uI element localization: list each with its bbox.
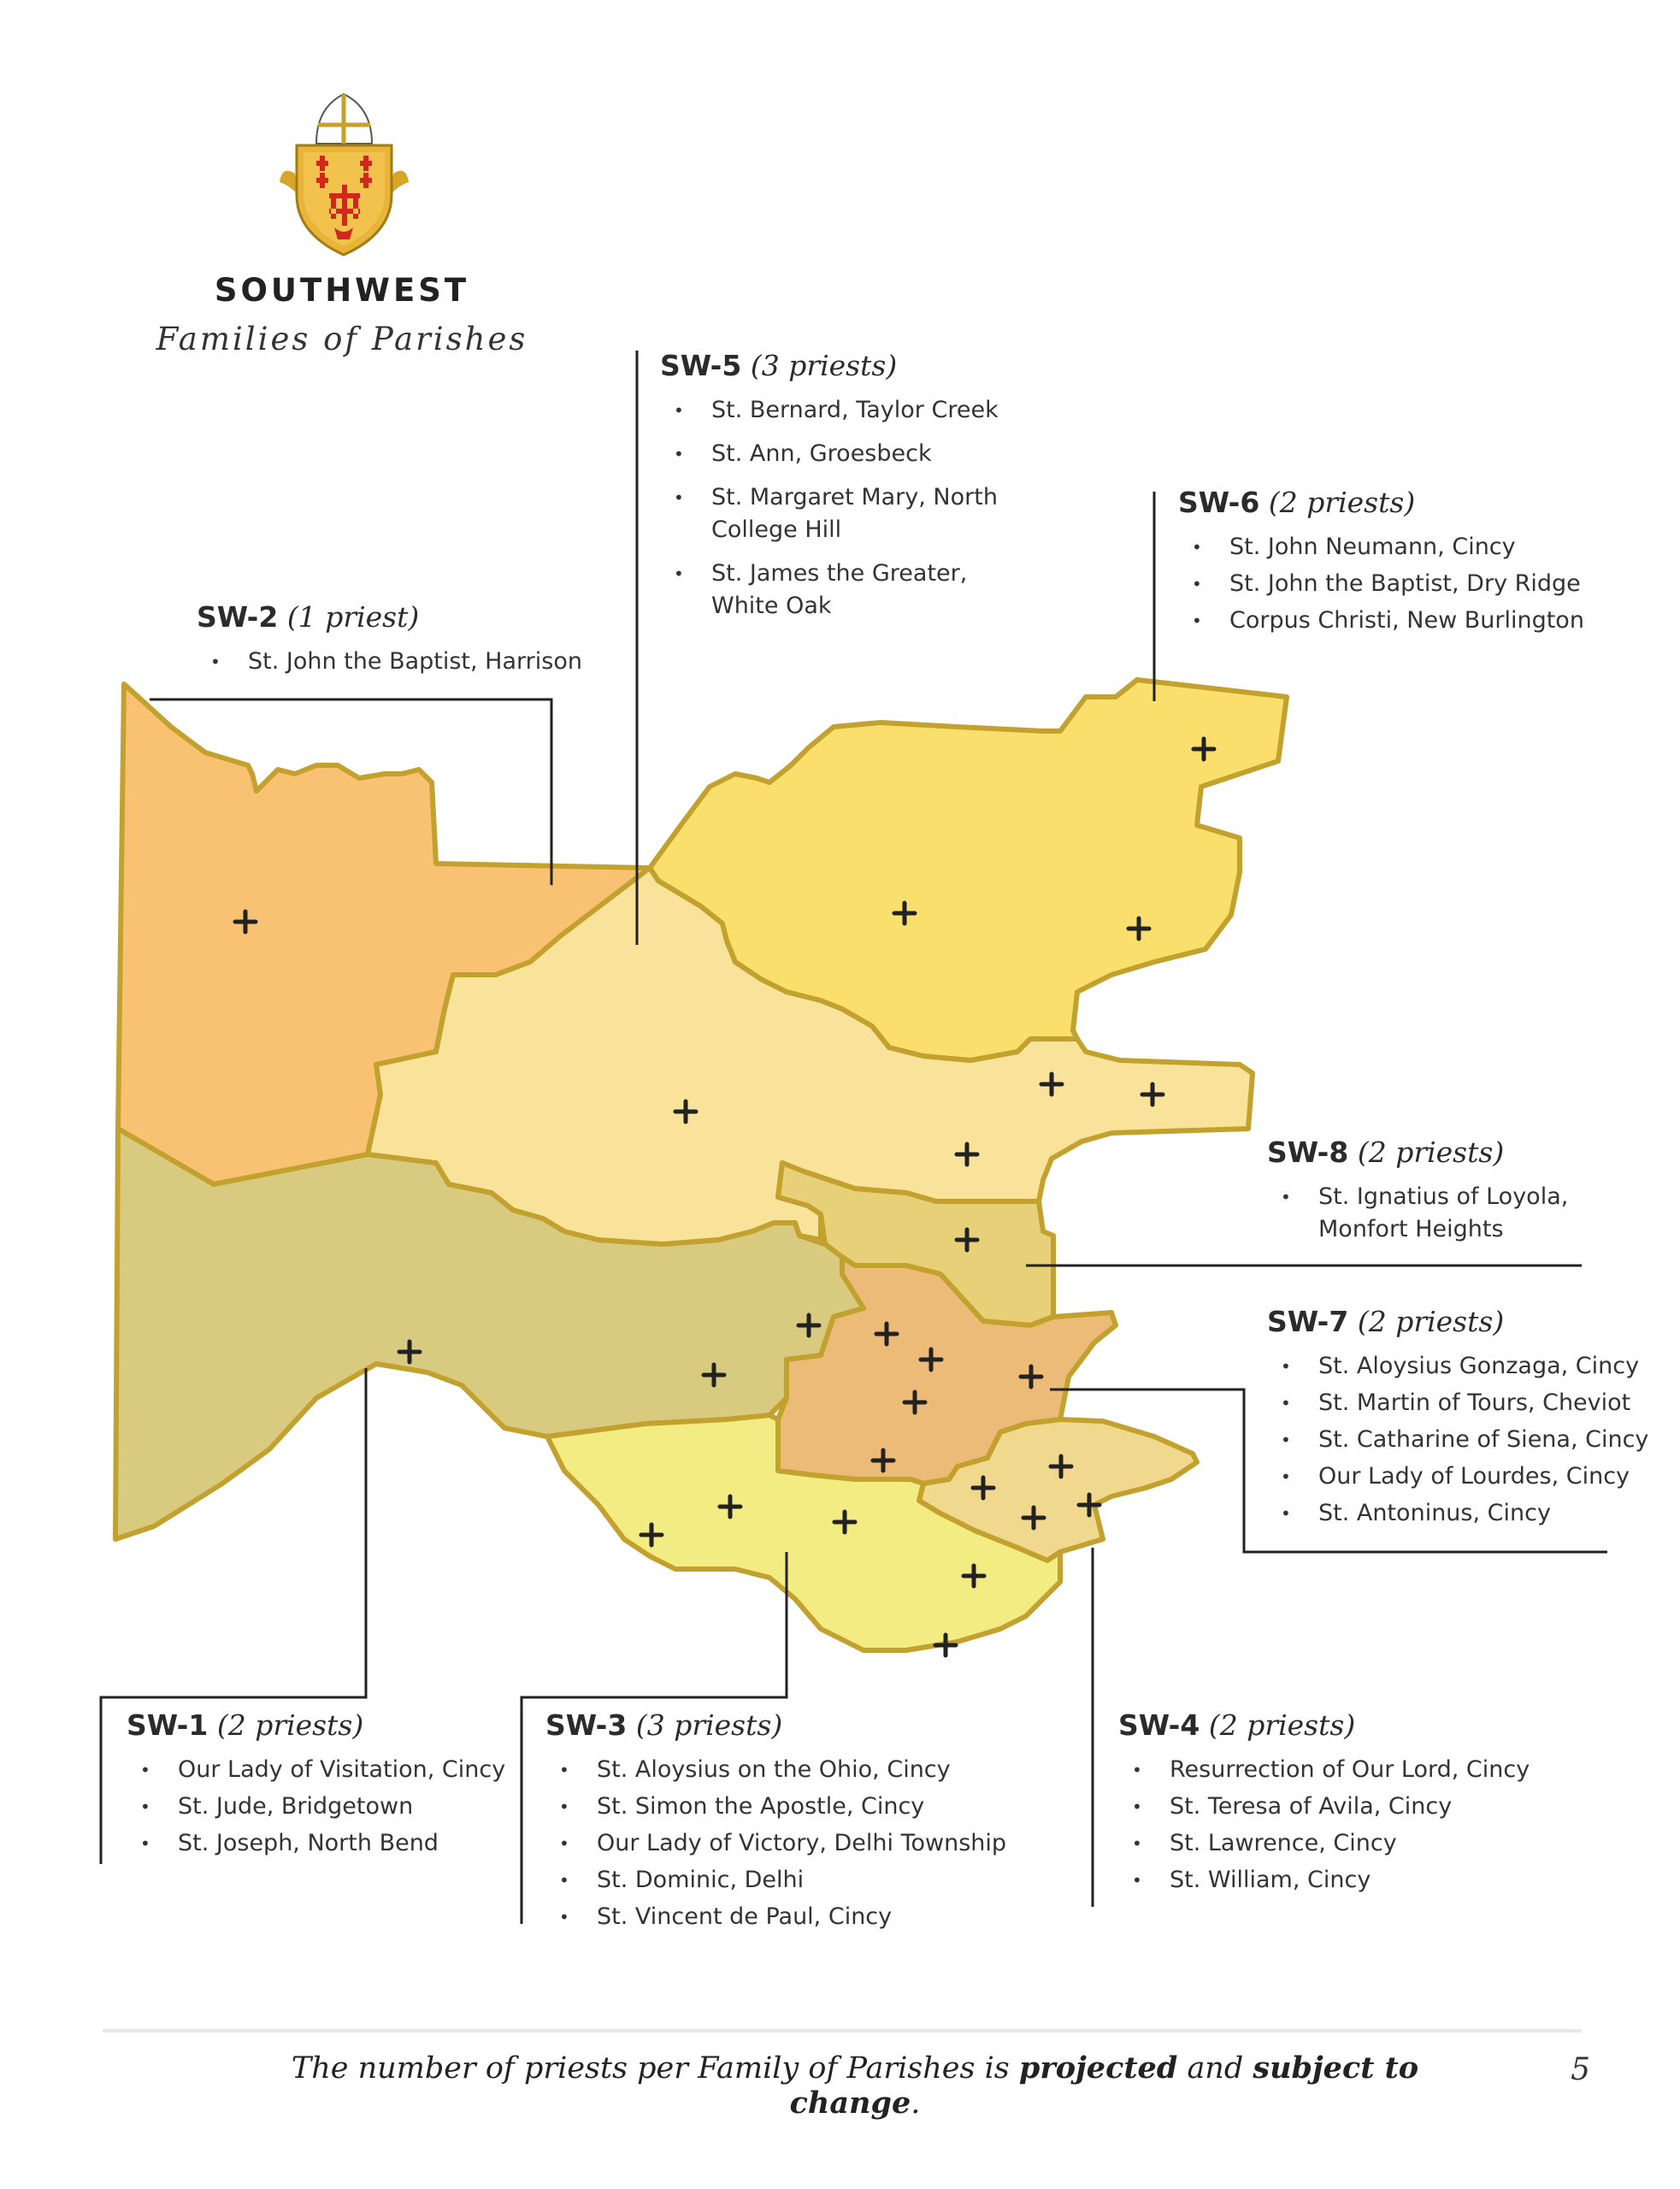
parish-item: • St. Antoninus, Cincy xyxy=(1267,1497,1648,1530)
family-heading xyxy=(545,1708,1006,1742)
family-heading xyxy=(1118,1708,1530,1742)
page-title: SOUTHWEST xyxy=(214,272,470,309)
footnote-emphasis: subject to change xyxy=(789,2050,1419,2121)
parish-item: • St. Aloysius on the Ohio, Cincy xyxy=(545,1754,1006,1786)
parish-item: • St. William, Cincy xyxy=(1118,1864,1530,1897)
page-header xyxy=(128,272,556,357)
footnote-text: . xyxy=(911,2086,921,2121)
family-priests: (3 priests) xyxy=(750,349,898,382)
family-priests: (2 priests) xyxy=(1357,1305,1505,1338)
family-code: SW-3 xyxy=(545,1708,628,1742)
page-number: 5 xyxy=(1571,2052,1590,2087)
page-subtitle: Families of Parishes xyxy=(156,321,528,357)
parish-item: • St. Bernard, Taylor Creek xyxy=(660,394,1002,427)
family-legend-sw1 xyxy=(127,1708,505,1864)
family-priests: (2 priests) xyxy=(216,1708,364,1742)
family-priests: (1 priest) xyxy=(286,600,420,634)
family-legend-sw5 xyxy=(660,349,1002,634)
family-legend-sw4 xyxy=(1118,1708,1530,1901)
footnote-emphasis: projected xyxy=(1018,2050,1178,2086)
parish-item: • St. Margaret Mary, North College Hill xyxy=(660,481,1002,546)
family-legend-sw3 xyxy=(545,1708,1006,1938)
family-code: SW-1 xyxy=(127,1708,209,1742)
parish-item: • St. Martin of Tours, Cheviot xyxy=(1267,1387,1648,1419)
diocese-crest xyxy=(278,92,410,259)
family-heading xyxy=(197,600,582,634)
family-heading xyxy=(127,1708,505,1742)
parish-item: • St. Simon the Apostle, Cincy xyxy=(545,1791,1006,1823)
parish-item: • Our Lady of Lourdes, Cincy xyxy=(1267,1460,1648,1493)
parish-item: • St. John the Baptist, Dry Ridge xyxy=(1178,568,1584,600)
family-heading xyxy=(660,349,1002,382)
family-code: SW-4 xyxy=(1118,1708,1200,1742)
family-heading xyxy=(1267,1136,1575,1169)
footer-divider xyxy=(103,2029,1582,2033)
parish-item: • St. Ann, Groesbeck xyxy=(660,438,1002,470)
family-priests: (2 priests) xyxy=(1357,1136,1505,1169)
parish-item: • St. John the Baptist, Harrison xyxy=(197,646,582,678)
footnote xyxy=(256,2050,1453,2121)
family-code: SW-5 xyxy=(660,349,742,382)
parish-item: • St. Joseph, North Bend xyxy=(127,1827,505,1860)
parish-item: • Our Lady of Visitation, Cincy xyxy=(127,1754,505,1786)
parish-item: • St. Lawrence, Cincy xyxy=(1118,1827,1530,1860)
family-heading xyxy=(1267,1305,1648,1338)
family-code: SW-7 xyxy=(1267,1305,1349,1338)
parish-item: • St. Dominic, Delhi xyxy=(545,1864,1006,1897)
parish-item: • St. Aloysius Gonzaga, Cincy xyxy=(1267,1350,1648,1383)
family-code: SW-2 xyxy=(197,600,279,634)
parish-item: • Resurrection of Our Lord, Cincy xyxy=(1118,1754,1530,1786)
parish-item: • St. Vincent de Paul, Cincy xyxy=(545,1901,1006,1933)
family-legend-sw2 xyxy=(197,600,582,682)
parish-item: • Corpus Christi, New Burlington xyxy=(1178,605,1584,637)
parish-item: • St. Catharine of Siena, Cincy xyxy=(1267,1424,1648,1456)
family-legend-sw8 xyxy=(1267,1136,1575,1250)
footnote-text: The number of priests per Family of Parishes is xyxy=(291,2051,1019,2086)
parish-item: • Our Lady of Victory, Delhi Township xyxy=(545,1827,1006,1860)
family-legend-sw6 xyxy=(1178,486,1584,641)
family-legend-sw7 xyxy=(1267,1305,1648,1534)
family-priests: (3 priests) xyxy=(635,1708,783,1742)
footnote-text: and xyxy=(1177,2051,1253,2086)
map-regions xyxy=(115,680,1287,1650)
family-priests: (2 priests) xyxy=(1268,486,1416,519)
family-heading xyxy=(1178,486,1584,519)
family-priests: (2 priests) xyxy=(1208,1708,1356,1742)
parish-item: • St. James the Greater, White Oak xyxy=(660,558,985,622)
family-code: SW-6 xyxy=(1178,486,1260,519)
parish-item: • St. Teresa of Avila, Cincy xyxy=(1118,1791,1530,1823)
family-code: SW-8 xyxy=(1267,1136,1349,1169)
parish-item: • St. Ignatius of Loyola, Monfort Heights xyxy=(1267,1181,1575,1246)
parish-item: • St. Jude, Bridgetown xyxy=(127,1791,505,1823)
parish-item: • St. John Neumann, Cincy xyxy=(1178,531,1584,563)
